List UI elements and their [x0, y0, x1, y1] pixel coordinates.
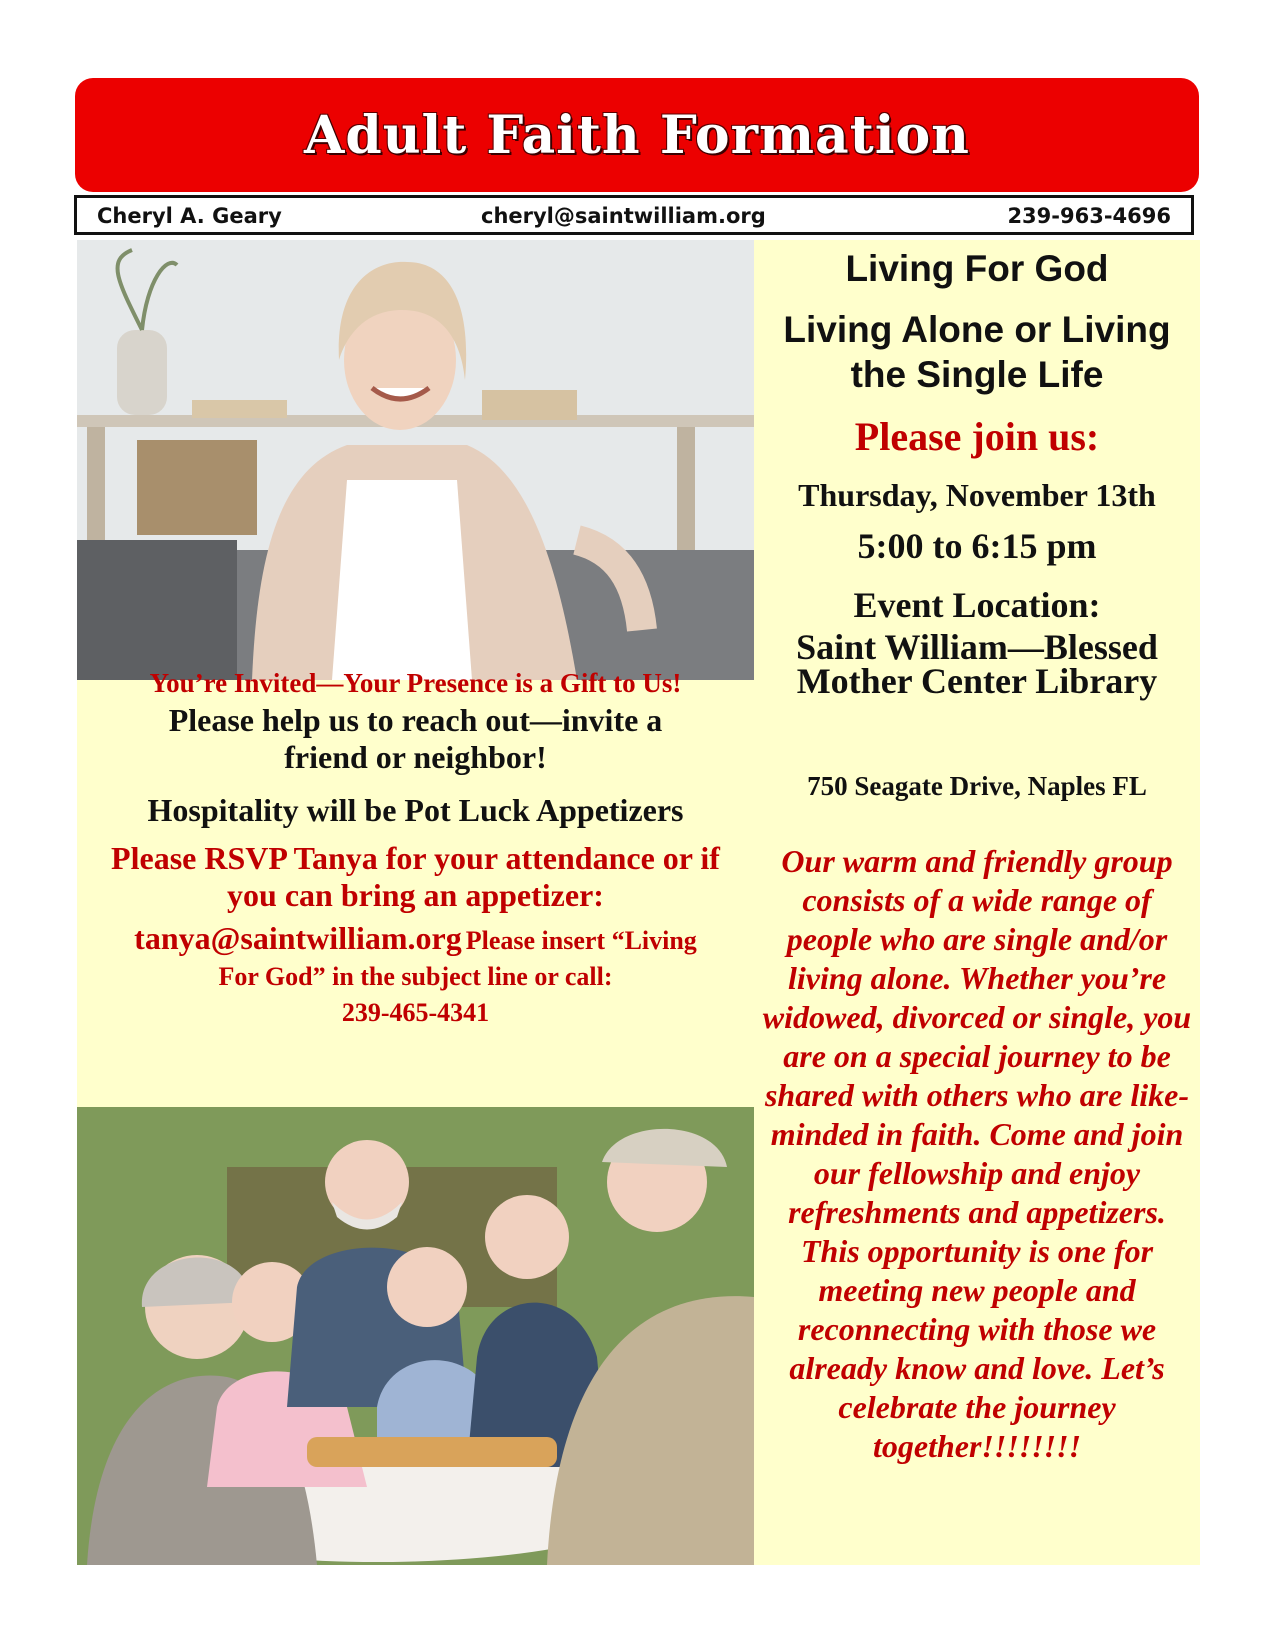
invited-line: You’re Invited—Your Presence is a Gift to Us! — [149, 668, 682, 698]
seniors-group-illustration — [77, 1107, 754, 1565]
contact-phone: 239-963-4696 — [1007, 204, 1171, 228]
event-time: 5:00 to 6:15 pm — [857, 526, 1097, 566]
contact-email[interactable]: cheryl@saintwilliam.org — [481, 204, 766, 228]
header-banner — [75, 78, 1199, 192]
event-title: Living For God — [845, 248, 1109, 289]
event-address: 750 Seagate Drive, Naples FL — [807, 771, 1147, 801]
event-description: Our warm and friendly group consists of a wide range of people who are single and/or living alone. Whether you’re widowed, divorced or single, you are on a special journey to be shared with others who are like-minded in faith. Come and join our fellowship and enjoy refreshments and appetizers. This opportunity is one for meeting new people and reconnecting with those we already know and love. Let’s celebrate the journey together!!!!!!!! — [762, 843, 1192, 1464]
event-location: Saint William—Blessed Mother Center Library — [796, 627, 1158, 701]
event-subtitle: Living Alone or Living the Single Life — [783, 309, 1171, 395]
rsvp-note: Please insert “Living For God” in the subject line or call: — [218, 926, 697, 991]
smiling-woman-photo — [77, 240, 754, 680]
rsvp-email[interactable]: tanya@saintwilliam.org — [134, 920, 462, 956]
contact-name: Cheryl A. Geary — [97, 204, 282, 228]
page-title: Adult Faith Formation — [304, 104, 970, 166]
smiling-woman-illustration — [77, 240, 754, 680]
join-us: Please join us: — [854, 414, 1100, 459]
hospitality-text: Hospitality will be Pot Luck Appetizers — [147, 792, 684, 828]
location-label: Event Location: — [853, 585, 1101, 625]
event-date: Thursday, November 13th — [798, 477, 1156, 513]
reach-out-text: Please help us to reach out—invite a friend or neighbor! — [168, 702, 663, 775]
seniors-group-photo — [77, 1107, 754, 1565]
rsvp-phone: 239-465-4341 — [341, 998, 490, 1027]
rsvp-text: Please RSVP Tanya for your attendance or if you can bring an appetizer: — [111, 840, 720, 913]
rsvp-contact — [77, 922, 754, 1033]
contact-bar — [74, 195, 1194, 235]
